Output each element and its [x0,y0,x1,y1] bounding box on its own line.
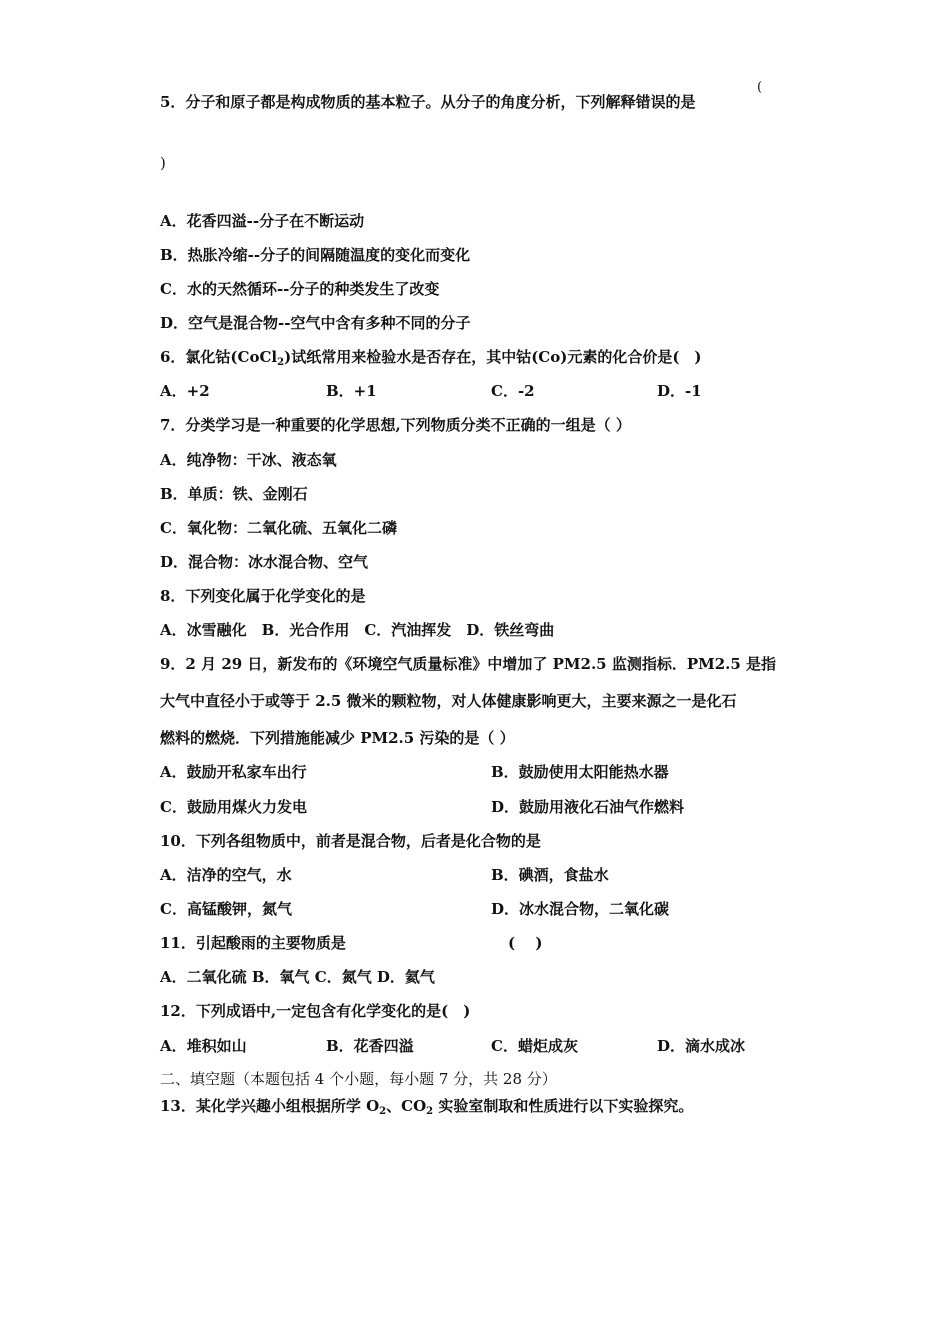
q6-option-b: B．+1 [326,382,377,400]
q12-option-d: D．滴水成冰 [657,1037,746,1055]
q9-option-a: A．鼓励开私家车出行 [160,763,307,781]
q11-stem: 11．引起酸雨的主要物质是 [160,934,346,952]
q5-option-d: D．空气是混合物--空气中含有多种不同的分子 [160,314,471,332]
q10-option-b: B．碘酒，食盐水 [491,866,609,884]
q7-option-b: B．单质：铁、金刚石 [160,485,308,503]
q11-options: A．二氧化硫 B．氧气 C．氮气 D．氦气 [160,968,435,986]
q6-option-d: D．-1 [657,382,702,400]
q8-options: A．冰雪融化 B．光合作用 C．汽油挥发 D．铁丝弯曲 [160,621,555,639]
q10-option-c: C．高锰酸钾，氮气 [160,900,292,918]
q5-close-paren: ) [160,154,166,172]
q6-stem-sub: 2 [277,357,285,368]
q7-option-d: D．混合物：冰水混合物、空气 [160,553,369,571]
q6-stem-a: 6．氯化钴(CoCl [160,348,278,366]
q5-option-a: A．花香四溢--分子在不断运动 [160,212,365,230]
q7-option-c: C．氧化物：二氧化硫、五氧化二磷 [160,519,397,537]
q13-stem-a: 13．某化学兴趣小组根据所学 O [160,1097,380,1115]
q10-option-a: A．洁净的空气，水 [160,866,292,884]
q11-paren: ( ) [508,934,543,952]
q10-option-d: D．冰水混合物，二氧化碳 [491,900,670,918]
q9-option-d: D．鼓励用液化石油气作燃料 [491,798,685,816]
q9-line-2: 大气中直径小于或等于 2.5 微米的颗粒物，对人体健康影响更大，主要来源之一是化石 [160,692,737,710]
q9-option-b: B．鼓励使用太阳能热水器 [491,763,669,781]
q7-stem: 7．分类学习是一种重要的化学思想,下列物质分类不正确的一组是（ ） [160,416,631,434]
q5-option-b: B．热胀冷缩--分子的间隔随温度的变化而变化 [160,246,471,264]
q5-option-c: C．水的天然循环--分子的种类发生了改变 [160,280,440,298]
q13-stem [160,1096,693,1116]
q6-stem [160,347,702,367]
q10-stem: 10．下列各组物质中，前者是混合物，后者是化合物的是 [160,832,541,850]
q12-option-a: A．堆积如山 [160,1037,247,1055]
q8-stem: 8．下列变化属于化学变化的是 [160,587,366,605]
q13-sub-1: 2 [379,1106,387,1117]
q6-option-c: C．-2 [491,382,535,400]
q6-option-a: A．+2 [160,382,210,400]
q12-option-b: B．花香四溢 [326,1037,414,1055]
q13-sub-2: 2 [426,1106,434,1117]
q9-option-c: C．鼓励用煤火力发电 [160,798,307,816]
section-2-heading: 二、填空题（本题包括 4 个小题，每小题 7 分，共 28 分） [160,1070,557,1088]
q13-mid: 、CO [386,1097,427,1115]
q5-open-paren: ( [757,80,763,95]
q13-stem-b: 实验室制取和性质进行以下实验探究。 [433,1097,694,1115]
q5-stem: 5．分子和原子都是构成物质的基本粒子。从分子的角度分析，下列解释错误的是 [160,93,696,111]
q6-stem-b: )试纸常用来检验水是否存在，其中钴(Co)元素的化合价是( ) [284,348,702,366]
q7-option-a: A．纯净物：干冰、液态氧 [160,451,337,469]
q12-option-c: C．蜡炬成灰 [491,1037,578,1055]
q9-line-1: 9．2 月 29 日，新发布的《环境空气质量标准》中增加了 PM2.5 监测指标．PM2.5 是指 [160,655,777,673]
q12-stem: 12．下列成语中,一定包含有化学变化的是( ) [160,1002,471,1020]
q9-line-3: 燃料的燃烧．下列措施能减少 PM2.5 污染的是（ ） [160,729,515,747]
